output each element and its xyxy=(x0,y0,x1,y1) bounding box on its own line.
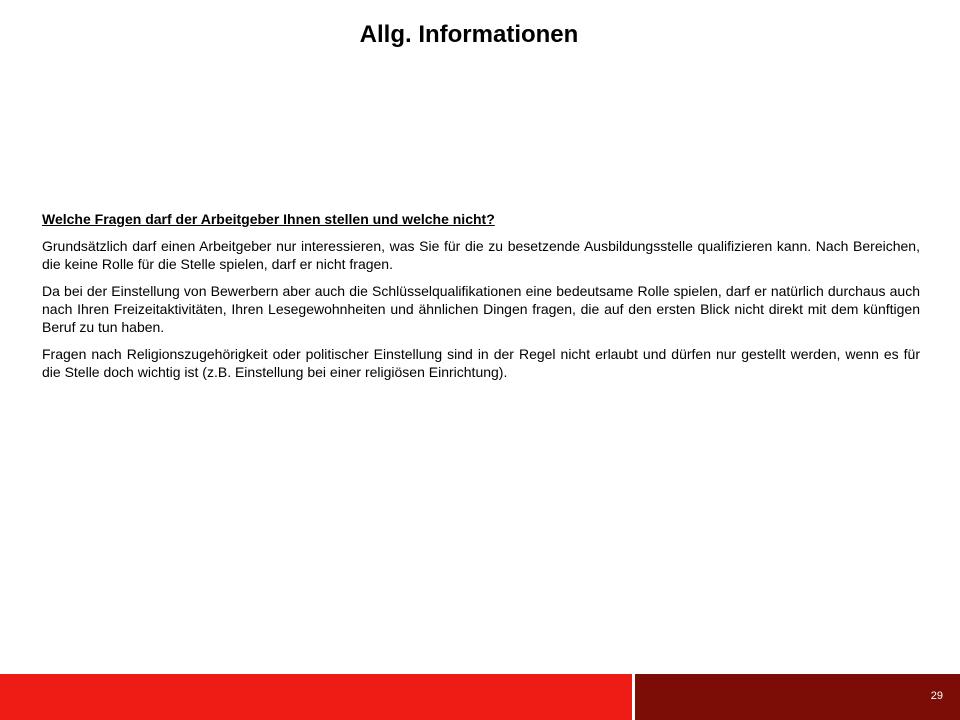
paragraph-key-qualifications: Da bei der Einstellung von Bewerbern aber auch die Schlüsselqualifikationen eine bedeutsame Rolle spielen, darf er natürlich durchaus auch nach Ihren Freizeitaktivitäten, Ihren Lesegewohnheiten und ähnlichen Dingen fragen, die auf den ersten Blick nicht direkt mit dem künftigen Beruf zu tun haben. xyxy=(42,283,920,335)
paragraph-forbidden-questions: Fragen nach Religionszugehörigkeit oder politischer Einstellung sind in der Regel nicht erlaubt und dürfen nur gestellt werden, wenn es für die Stelle doch wichtig ist (z.B. Einstellung bei einer religiösen Einrichtung). xyxy=(42,346,920,380)
footer-bar-dark-red xyxy=(635,674,960,720)
section-subheading: Welche Fragen darf der Arbeitgeber Ihnen stellen und welche nicht? xyxy=(42,211,495,227)
page-number: 29 xyxy=(930,690,943,702)
content-body xyxy=(42,210,920,390)
paragraph-qualification: Grundsätzlich darf einen Arbeitgeber nur interessieren, was Sie für die zu besetzende Ausbildungsstelle qualifizieren kann. Nach Bereichen, die keine Rolle für die Stelle spielen, darf er nicht fragen. xyxy=(42,238,920,272)
footer-bar-red xyxy=(0,674,632,720)
slide-title: Allg. Informationen xyxy=(359,21,579,48)
